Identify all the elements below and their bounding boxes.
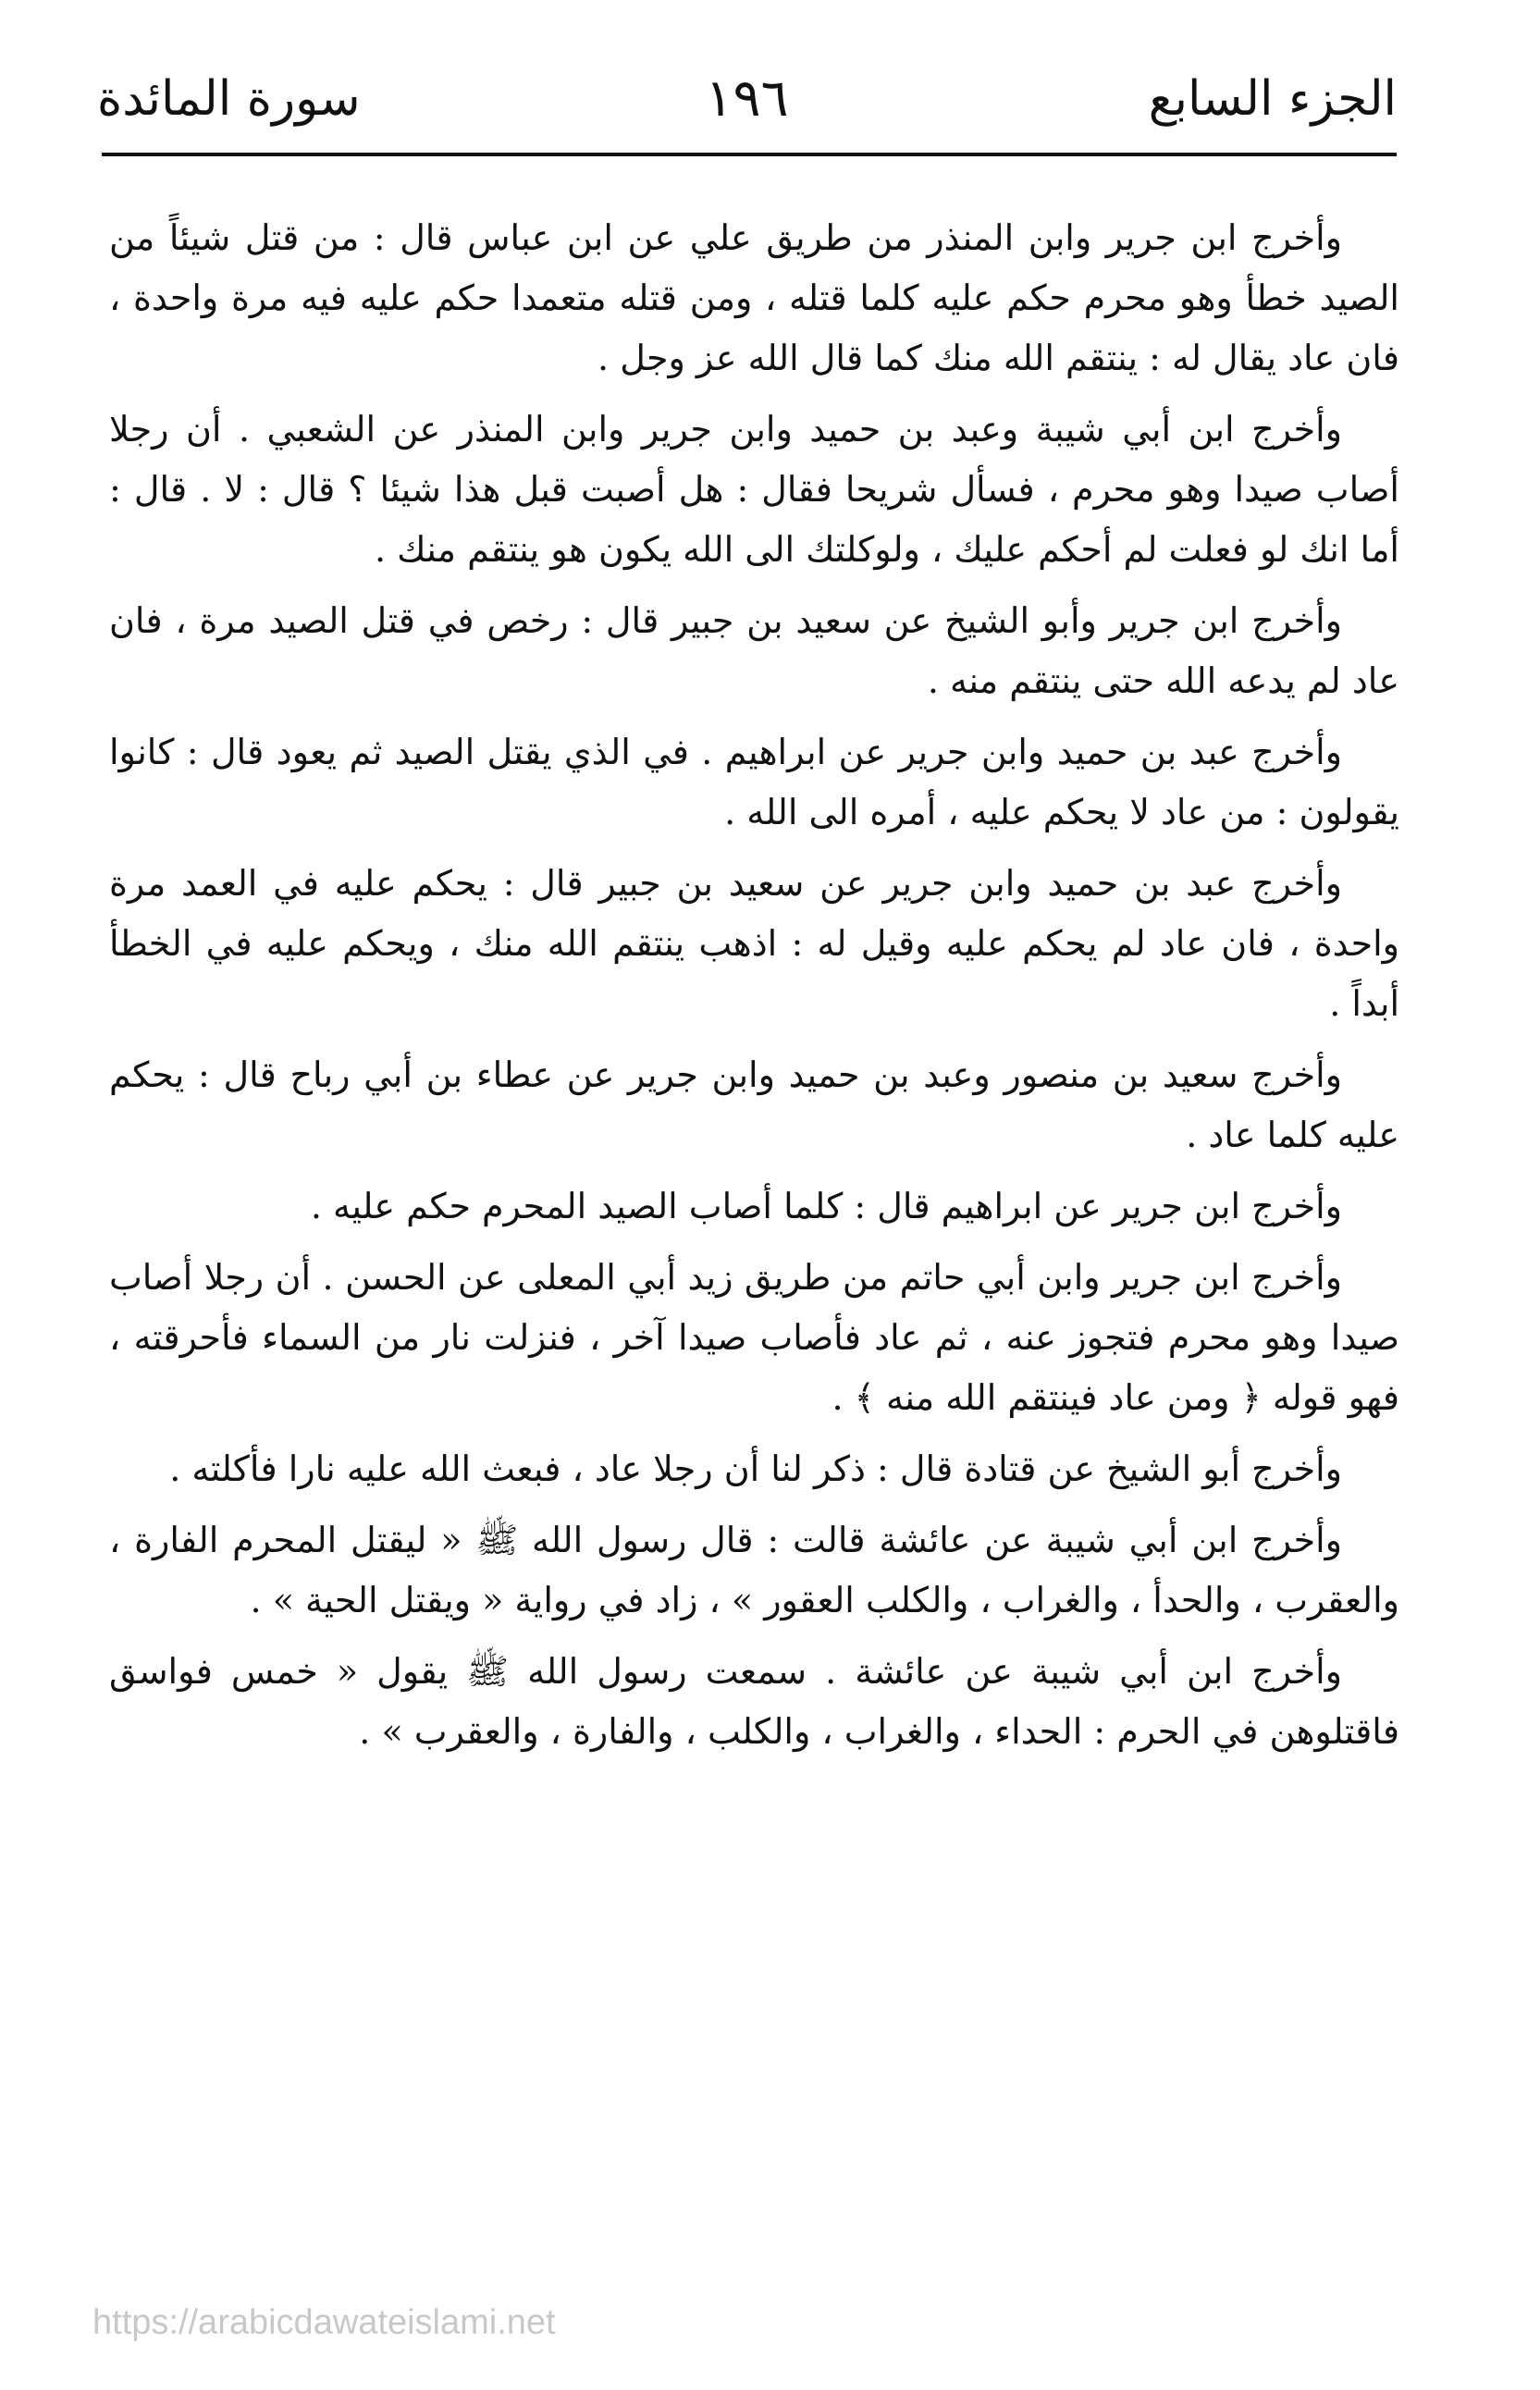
paragraph: وأخرج ابن جرير وابن أبي حاتم من طريق زيد أبي المعلى عن الحسن . أن رجلا أصاب صيدا وهو محرم فتجوز عنه ، ثم عاد فأصاب صيدا آخر ، فنزلت نار من السماء فأحرقته ، فهو قوله ﴿ ومن عاد فينتقم الله منه ﴾ . [109, 1257, 1399, 1418]
paragraph: وأخرج ابن جرير وابن المنذر من طريق علي عن ابن عباس قال : من قتل شيئاً من الصيد خطأ وهو محرم حكم عليه كلما قتله ، ومن قتله متعمدا حكم عليه فيه مرة واحدة ، فان عاد يقال له : ينتقم الله منك كما قال الله عز وجل . [109, 217, 1399, 378]
running-head-surah: سورة المائدة [97, 71, 361, 127]
paragraph: وأخرج ابن جرير وأبو الشيخ عن سعيد بن جبير قال : رخص في قتل الصيد مرة ، فان عاد لم يدعه الله حتى ينتقم منه . [109, 600, 1399, 701]
paragraph: وأخرج عبد بن حميد وابن جرير عن سعيد بن جبير قال : يحكم عليه في العمد مرة واحدة ، فان عاد لم يحكم عليه وقيل له : اذهب ينتقم الله منك ، ويحكم عليه في الخطأ أبداً . [109, 863, 1399, 1024]
paragraph: وأخرج أبو الشيخ عن قتادة قال : ذكر لنا أن رجلا عاد ، فبعث الله عليه نارا فأكلته . [169, 1448, 1342, 1489]
paragraph: وأخرج سعيد بن منصور وعبد بن حميد وابن جرير عن عطاء بن أبي رباح قال : يحكم عليه كلما عاد . [109, 1054, 1399, 1155]
paragraph: وأخرج ابن أبي شيبة عن عائشة قالت : قال رسول الله ﷺ « ليقتل المحرم الفارة ، والعقرب ، والحدأ ، والغراب ، والكلب العقور » ، زاد في رواية « ويقتل الحية » . [109, 1520, 1399, 1620]
page-number: ١٩٦ [705, 68, 789, 129]
paragraph: وأخرج ابن أبي شيبة وعبد بن حميد وابن جرير وابن المنذر عن الشعبي . أن رجلا أصاب صيدا وهو محرم ، فسأل شريحا فقال : هل أصبت قبل هذا شيئا ؟ قال : لا . قال : أما انك لو فعلت لم أحكم عليك ، ولوكلتك الى الله يكون هو ينتقم منك . [109, 409, 1399, 570]
running-head-part: الجزء السابع [1148, 71, 1397, 127]
page-body [109, 208, 1399, 1773]
source-watermark: https://arabicdawateislami.net [92, 2303, 556, 2342]
page-header [97, 57, 1397, 159]
paragraph: وأخرج ابن جرير عن ابراهيم قال : كلما أصاب الصيد المحرم حكم عليه . [310, 1186, 1342, 1226]
paragraph: وأخرج ابن أبي شيبة عن عائشة . سمعت رسول الله ﷺ يقول « خمس فواسق فاقتلوهن في الحرم : الحداء ، والغراب ، والكلب ، والفارة ، والعقرب » . [109, 1651, 1399, 1752]
paragraph: وأخرج عبد بن حميد وابن جرير عن ابراهيم . في الذي يقتل الصيد ثم يعود قال : كانوا يقولون : من عاد لا يحكم عليه ، أمره الى الله . [109, 732, 1399, 832]
header-divider [102, 153, 1397, 156]
